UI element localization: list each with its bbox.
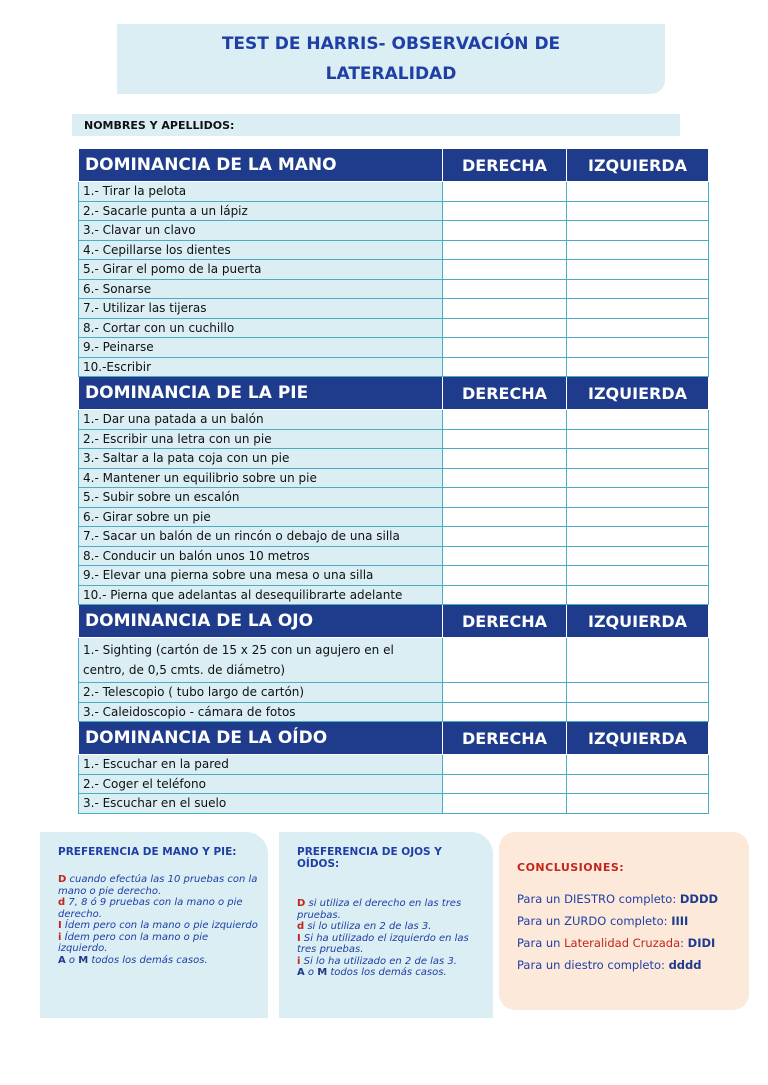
right-answer-cell[interactable]: [443, 585, 567, 605]
right-answer-cell[interactable]: [443, 683, 567, 703]
test-item: 8.- Cortar con un cuchillo: [79, 318, 443, 338]
table-row: [79, 279, 709, 299]
left-answer-cell[interactable]: [567, 566, 709, 586]
column-left-header: IZQUIERDA: [567, 149, 709, 182]
test-item: 2.- Sacarle punta a un lápiz: [79, 201, 443, 221]
preference-line: [58, 874, 258, 897]
test-item: 7.- Utilizar las tijeras: [79, 299, 443, 319]
column-left-header: IZQUIERDA: [567, 605, 709, 638]
right-answer-cell[interactable]: [443, 638, 567, 683]
table-row: [79, 410, 709, 430]
test-item: 2.- Telescopio ( tubo largo de cartón): [79, 683, 443, 703]
table-row: [79, 638, 709, 683]
test-item: 3.- Saltar a la pata coja con un pie: [79, 449, 443, 469]
preference-text: todos los demás casos.: [327, 967, 447, 978]
conclusion-value: DDDD: [679, 892, 719, 906]
conclusions-box: [499, 832, 749, 1010]
table-row: [79, 260, 709, 280]
title-box: [117, 24, 665, 94]
left-answer-cell[interactable]: [567, 221, 709, 241]
right-answer-cell[interactable]: [443, 507, 567, 527]
right-answer-cell[interactable]: [443, 299, 567, 319]
right-answer-cell[interactable]: [443, 201, 567, 221]
preference-code: A: [58, 954, 66, 966]
table-row: [79, 429, 709, 449]
left-answer-cell[interactable]: [567, 299, 709, 319]
table-row: [79, 566, 709, 586]
preference-code: i: [58, 931, 62, 943]
right-answer-cell[interactable]: [443, 774, 567, 794]
test-item: 5.- Subir sobre un escalón: [79, 488, 443, 508]
preference-text: Si ha utilizado el izquierdo en las tres pruebas.: [297, 932, 469, 955]
preference-code: I: [297, 932, 301, 944]
left-answer-cell[interactable]: [567, 774, 709, 794]
observation-table: [78, 148, 709, 814]
test-item: 6.- Sonarse: [79, 279, 443, 299]
conclusion-suffix: :: [680, 936, 684, 950]
preference-code: D: [58, 874, 67, 885]
test-item: 1.- Escuchar en la pared: [79, 755, 443, 775]
conclusion-line: [517, 958, 702, 972]
conclusion-prefix: Para un ZURDO completo:: [517, 914, 668, 928]
right-answer-cell[interactable]: [443, 794, 567, 814]
right-answer-cell[interactable]: [443, 429, 567, 449]
right-answer-cell[interactable]: [443, 182, 567, 202]
preference-line: [297, 933, 477, 956]
section-header-row: [79, 605, 709, 638]
test-item: 4.- Cepillarse los dientes: [79, 240, 443, 260]
conclusion-value: dddd: [668, 958, 702, 972]
section-header-row: [79, 377, 709, 410]
left-answer-cell[interactable]: [567, 468, 709, 488]
page-title: TEST DE HARRIS- OBSERVACIÓN DE LATERALIDAD: [221, 34, 561, 84]
preference-code: D: [297, 898, 306, 909]
right-answer-cell[interactable]: [443, 240, 567, 260]
test-item: 1.- Dar una patada a un balón: [79, 410, 443, 430]
test-item: 1.- Tirar la pelota: [79, 182, 443, 202]
section-heading: DOMINANCIA DE LA MANO: [79, 149, 443, 182]
preference-line: [297, 967, 477, 979]
table-row: [79, 527, 709, 547]
column-right-header: DERECHA: [443, 605, 567, 638]
test-item: 3.- Escuchar en el suelo: [79, 794, 443, 814]
left-answer-cell[interactable]: [567, 794, 709, 814]
table-row: [79, 488, 709, 508]
test-item: 1.- Sighting (cartón de 15 x 25 con un agujero en el centro, de 0,5 cmts. de diámetro): [79, 638, 443, 683]
conclusion-highlight: Lateralidad Cruzada: [564, 936, 681, 950]
column-left-header: IZQUIERDA: [567, 377, 709, 410]
right-answer-cell[interactable]: [443, 527, 567, 547]
table-row: [79, 182, 709, 202]
preference-line: [297, 898, 477, 921]
table-row: [79, 683, 709, 703]
right-answer-cell[interactable]: [443, 338, 567, 358]
left-answer-cell[interactable]: [567, 240, 709, 260]
preference-code: d: [58, 897, 66, 908]
left-answer-cell[interactable]: [567, 755, 709, 775]
left-answer-cell[interactable]: [567, 279, 709, 299]
test-item: 3.- Caleidoscopio - cámara de fotos: [79, 702, 443, 722]
table-row: [79, 338, 709, 358]
right-answer-cell[interactable]: [443, 221, 567, 241]
right-answer-cell[interactable]: [443, 546, 567, 566]
left-answer-cell[interactable]: [567, 488, 709, 508]
right-answer-cell[interactable]: [443, 357, 567, 377]
preference-text: si utiliza el derecho en las tres pruebas.: [297, 898, 462, 921]
table-row: [79, 240, 709, 260]
preference-text: Si lo ha utilizado en 2 de las 3.: [300, 955, 457, 967]
test-item: 2.- Coger el teléfono: [79, 774, 443, 794]
section-header-row: [79, 149, 709, 182]
test-item: 9.- Elevar una pierna sobre una mesa o una silla: [79, 566, 443, 586]
preference-separator: o: [304, 967, 318, 978]
preference-text: Ídem pero con la mano o pie izquierdo: [61, 920, 258, 931]
right-answer-cell[interactable]: [443, 318, 567, 338]
table-row: [79, 299, 709, 319]
right-answer-cell[interactable]: [443, 468, 567, 488]
column-left-header: IZQUIERDA: [567, 722, 709, 755]
conclusion-prefix: Para un diestro completo:: [517, 958, 665, 972]
right-answer-cell[interactable]: [443, 755, 567, 775]
preference-text: si lo utiliza en 2 de las 3.: [304, 921, 432, 932]
conclusion-prefix: Para un DIESTRO completo:: [517, 892, 677, 906]
test-item: 4.- Mantener un equilibrio sobre un pie: [79, 468, 443, 488]
right-answer-cell[interactable]: [443, 488, 567, 508]
table-row: [79, 201, 709, 221]
table-row: [79, 702, 709, 722]
table-row: [79, 774, 709, 794]
test-item: 7.- Sacar un balón de un rincón o debajo de una silla: [79, 527, 443, 547]
preference-code: A: [297, 967, 305, 978]
preference-code: i: [297, 955, 301, 967]
table-row: [79, 507, 709, 527]
preference-line: [58, 932, 258, 955]
preference-text: cuando efectúa las 10 pruebas con la mano o pie derecho.: [58, 874, 258, 897]
preference-text: 7, 8 ó 9 pruebas con la mano o pie derecho.: [58, 897, 243, 920]
conclusion-line: [517, 936, 715, 950]
test-item: 5.- Girar el pomo de la puerta: [79, 260, 443, 280]
preference-line: [58, 920, 258, 932]
left-answer-cell[interactable]: [567, 410, 709, 430]
test-item: 10.- Pierna que adelantas al desequilibrarte adelante: [79, 585, 443, 605]
left-answer-cell[interactable]: [567, 585, 709, 605]
hand-foot-preference-box: [40, 832, 268, 1018]
table-row: [79, 794, 709, 814]
conclusion-line: [517, 914, 688, 928]
table-row: [79, 468, 709, 488]
right-answer-cell[interactable]: [443, 566, 567, 586]
test-item: 3.- Clavar un clavo: [79, 221, 443, 241]
name-field[interactable]: [72, 114, 680, 136]
left-answer-cell[interactable]: [567, 182, 709, 202]
section-header-row: [79, 722, 709, 755]
left-answer-cell[interactable]: [567, 527, 709, 547]
preference-separator: o: [65, 954, 79, 966]
section-heading: DOMINANCIA DE LA PIE: [79, 377, 443, 410]
eye-ear-preference-title: PREFERENCIA DE OJOS Y OÍDOS:: [297, 846, 442, 870]
preference-code-alt: M: [78, 954, 89, 966]
conclusions-title: CONCLUSIONES:: [517, 861, 625, 874]
right-answer-cell[interactable]: [443, 260, 567, 280]
test-item: 8.- Conducir un balón unos 10 metros: [79, 546, 443, 566]
preference-code: d: [297, 921, 305, 932]
table-row: [79, 357, 709, 377]
preference-text: todos los demás casos.: [88, 954, 208, 966]
section-heading: DOMINANCIA DE LA OÍDO: [79, 722, 443, 755]
left-answer-cell[interactable]: [567, 702, 709, 722]
left-answer-cell[interactable]: [567, 449, 709, 469]
eye-ear-preference-list: [297, 898, 477, 979]
table-row: [79, 585, 709, 605]
preference-text: Ídem pero con la mano o pie izquierdo.: [58, 931, 209, 954]
column-right-header: DERECHA: [443, 149, 567, 182]
eye-ear-preference-box: [279, 832, 493, 1018]
right-answer-cell[interactable]: [443, 279, 567, 299]
left-answer-cell[interactable]: [567, 338, 709, 358]
preference-line: [297, 921, 477, 933]
test-item: 9.- Peinarse: [79, 338, 443, 358]
left-answer-cell[interactable]: [567, 260, 709, 280]
table-row: [79, 318, 709, 338]
left-answer-cell[interactable]: [567, 546, 709, 566]
right-answer-cell[interactable]: [443, 410, 567, 430]
left-answer-cell[interactable]: [567, 429, 709, 449]
table-row: [79, 221, 709, 241]
left-answer-cell[interactable]: [567, 683, 709, 703]
left-answer-cell[interactable]: [567, 318, 709, 338]
test-item: 6.- Girar sobre un pie: [79, 507, 443, 527]
conclusion-line: [517, 892, 718, 906]
column-right-header: DERECHA: [443, 722, 567, 755]
left-answer-cell[interactable]: [567, 201, 709, 221]
table-row: [79, 546, 709, 566]
hand-foot-preference-title: PREFERENCIA DE MANO Y PIE:: [58, 846, 237, 858]
conclusion-prefix: Para un: [517, 936, 565, 950]
preference-line: [297, 956, 477, 968]
preference-line: [58, 955, 258, 967]
right-answer-cell[interactable]: [443, 702, 567, 722]
conclusion-value: IIII: [671, 914, 689, 928]
table-row: [79, 755, 709, 775]
test-item: 2.- Escribir una letra con un pie: [79, 429, 443, 449]
preference-code-alt: M: [317, 967, 328, 978]
left-answer-cell[interactable]: [567, 638, 709, 683]
conclusion-value: DIDI: [687, 936, 716, 950]
preference-code: I: [58, 920, 62, 931]
left-answer-cell[interactable]: [567, 357, 709, 377]
test-item: 10.-Escribir: [79, 357, 443, 377]
name-label: NOMBRES Y APELLIDOS:: [84, 118, 235, 132]
hand-foot-preference-list: [58, 874, 258, 966]
column-right-header: DERECHA: [443, 377, 567, 410]
preference-line: [58, 897, 258, 920]
right-answer-cell[interactable]: [443, 449, 567, 469]
table-row: [79, 449, 709, 469]
left-answer-cell[interactable]: [567, 507, 709, 527]
section-heading: DOMINANCIA DE LA OJO: [79, 605, 443, 638]
